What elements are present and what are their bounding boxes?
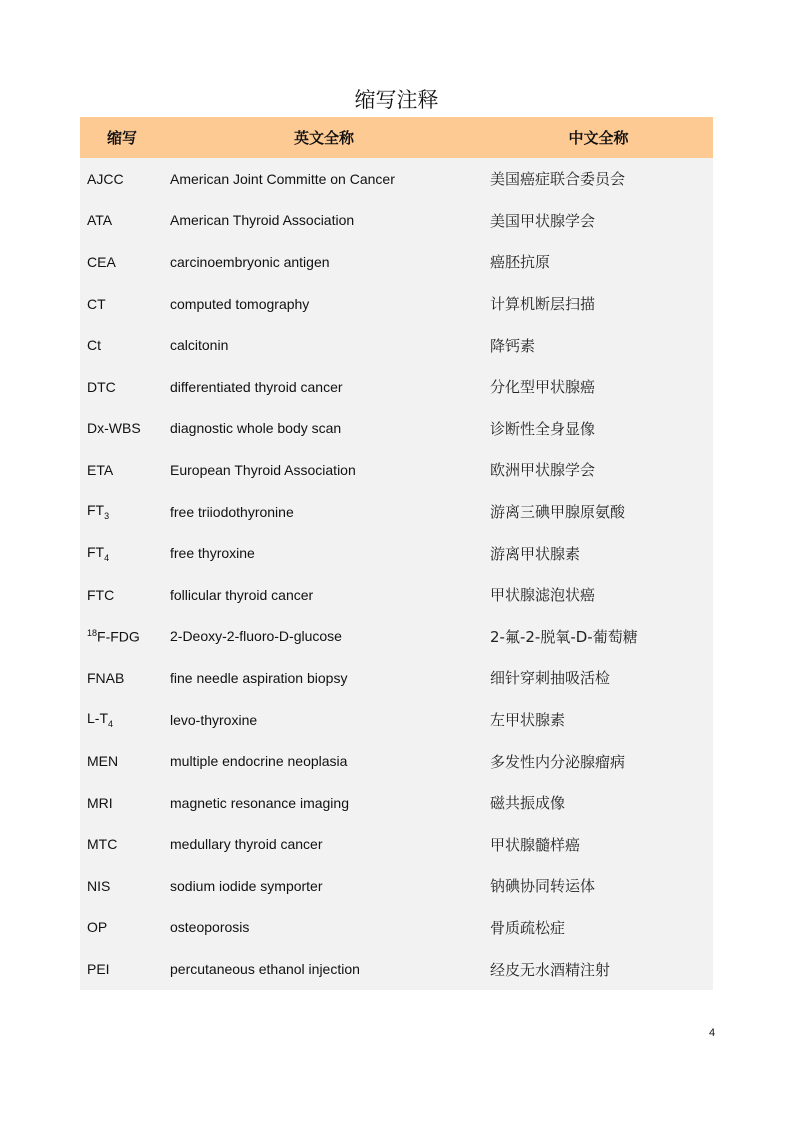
row-abbr: DTC bbox=[87, 378, 116, 395]
row-english: diagnostic whole body scan bbox=[170, 420, 342, 437]
table-row bbox=[80, 532, 713, 574]
row-abbr: CEA bbox=[87, 253, 116, 270]
row-english: sodium iodide symporter bbox=[170, 877, 323, 894]
header-abbr: 缩写 bbox=[106, 129, 137, 147]
table-row bbox=[80, 324, 713, 366]
row-english: free triiodothyronine bbox=[170, 503, 294, 520]
header-english: 英文全称 bbox=[293, 129, 354, 147]
table-row bbox=[80, 408, 713, 450]
table-row bbox=[80, 574, 713, 616]
table-header bbox=[80, 117, 713, 158]
row-english: percutaneous ethanol injection bbox=[170, 961, 360, 978]
row-chinese: 左甲状腺素 bbox=[490, 711, 566, 730]
row-abbr: ETA bbox=[87, 461, 114, 478]
row-chinese: 骨质疏松症 bbox=[490, 918, 566, 937]
row-english: multiple endocrine neoplasia bbox=[170, 753, 348, 770]
table-row bbox=[80, 907, 713, 949]
row-chinese: 分化型甲状腺癌 bbox=[490, 378, 596, 397]
row-english: magnetic resonance imaging bbox=[170, 794, 349, 811]
row-chinese: 甲状腺髓样癌 bbox=[490, 835, 581, 854]
row-abbr bbox=[80, 502, 170, 521]
row-chinese: 美国甲状腺学会 bbox=[490, 211, 596, 230]
row-abbr: FTC bbox=[87, 586, 115, 603]
table-row bbox=[80, 616, 713, 658]
table-row bbox=[80, 200, 713, 242]
row-english: free thyroxine bbox=[170, 545, 255, 562]
table-row bbox=[80, 283, 713, 325]
row-chinese: 磁共振成像 bbox=[490, 794, 566, 813]
row-abbr: Dx-WBS bbox=[87, 420, 141, 437]
row-english: calcitonin bbox=[170, 337, 229, 354]
row-english: follicular thyroid cancer bbox=[170, 586, 314, 603]
row-chinese: 美国癌症联合委员会 bbox=[490, 170, 626, 189]
table-row bbox=[80, 449, 713, 491]
row-abbr: FNAB bbox=[87, 669, 125, 686]
page-number: 4 bbox=[709, 1027, 716, 1039]
row-english: American Thyroid Association bbox=[170, 212, 355, 229]
page-title: 缩写注释 bbox=[354, 88, 439, 112]
row-abbr: NIS bbox=[87, 877, 111, 894]
row-abbr: Ct bbox=[87, 337, 101, 354]
table-row bbox=[80, 699, 713, 741]
table-row bbox=[80, 948, 713, 990]
row-chinese: 经皮无水酒精注射 bbox=[490, 960, 611, 979]
row-abbr: PEI bbox=[87, 961, 110, 978]
row-abbr: MEN bbox=[87, 753, 119, 770]
row-abbr: OP bbox=[87, 919, 108, 936]
row-abbr: AJCC bbox=[87, 170, 124, 187]
table-row bbox=[80, 491, 713, 533]
row-english: medullary thyroid cancer bbox=[170, 836, 323, 853]
table-row bbox=[80, 366, 713, 408]
row-english: computed tomography bbox=[170, 295, 310, 312]
row-chinese: 癌胚抗原 bbox=[490, 253, 551, 272]
header-chinese: 中文全称 bbox=[568, 129, 629, 147]
row-abbr: ATA bbox=[87, 212, 113, 229]
table-row bbox=[80, 824, 713, 866]
row-chinese: 游离三碘甲腺原氨酸 bbox=[490, 503, 626, 522]
table-row bbox=[80, 740, 713, 782]
table-row bbox=[80, 657, 713, 699]
row-english: osteoporosis bbox=[170, 919, 250, 936]
table-row bbox=[80, 782, 713, 824]
row-english: 2-Deoxy-2-fluoro-D-glucose bbox=[170, 628, 342, 645]
abbr-subscript: 3 bbox=[104, 510, 110, 521]
row-abbr: MTC bbox=[87, 836, 118, 853]
row-english: carcinoembryonic antigen bbox=[170, 253, 330, 270]
row-abbr bbox=[80, 710, 170, 729]
abbr-main: F-FDG bbox=[97, 628, 140, 645]
row-chinese: 计算机断层扫描 bbox=[490, 295, 596, 314]
abbr-main: FT bbox=[87, 543, 105, 560]
row-english: fine needle aspiration biopsy bbox=[170, 669, 348, 686]
row-english: European Thyroid Association bbox=[170, 461, 356, 478]
row-chinese: 欧洲甲状腺学会 bbox=[490, 461, 596, 480]
table-row bbox=[80, 241, 713, 283]
row-abbr bbox=[80, 544, 170, 563]
row-english: American Joint Committe on Cancer bbox=[170, 170, 395, 187]
row-chinese: 钠碘协同转运体 bbox=[490, 877, 596, 896]
row-english: levo-thyroxine bbox=[170, 711, 258, 728]
table-row bbox=[80, 158, 713, 200]
abbr-subscript: 4 bbox=[104, 552, 110, 563]
row-english: differentiated thyroid cancer bbox=[170, 378, 343, 395]
row-chinese: 甲状腺滤泡状癌 bbox=[490, 586, 596, 605]
row-chinese: 降钙素 bbox=[490, 336, 536, 355]
row-chinese: 诊断性全身显像 bbox=[490, 419, 596, 438]
row-abbr bbox=[80, 628, 170, 645]
row-chinese: 2-氟-2-脱氧-D-葡萄糖 bbox=[490, 627, 638, 646]
table-body bbox=[80, 158, 713, 990]
abbr-main: L-T bbox=[87, 710, 108, 727]
row-abbr: CT bbox=[87, 295, 106, 312]
abbreviation-table bbox=[80, 117, 713, 990]
row-chinese: 细针穿刺抽吸活检 bbox=[490, 669, 611, 688]
table-row bbox=[80, 865, 713, 907]
abbr-subscript: 4 bbox=[108, 718, 114, 729]
abbr-superscript: 18 bbox=[87, 628, 98, 638]
abbr-main: FT bbox=[87, 502, 105, 519]
row-chinese: 多发性内分泌腺瘤病 bbox=[490, 752, 626, 771]
row-chinese: 游离甲状腺素 bbox=[490, 544, 581, 563]
row-abbr: MRI bbox=[87, 794, 113, 811]
